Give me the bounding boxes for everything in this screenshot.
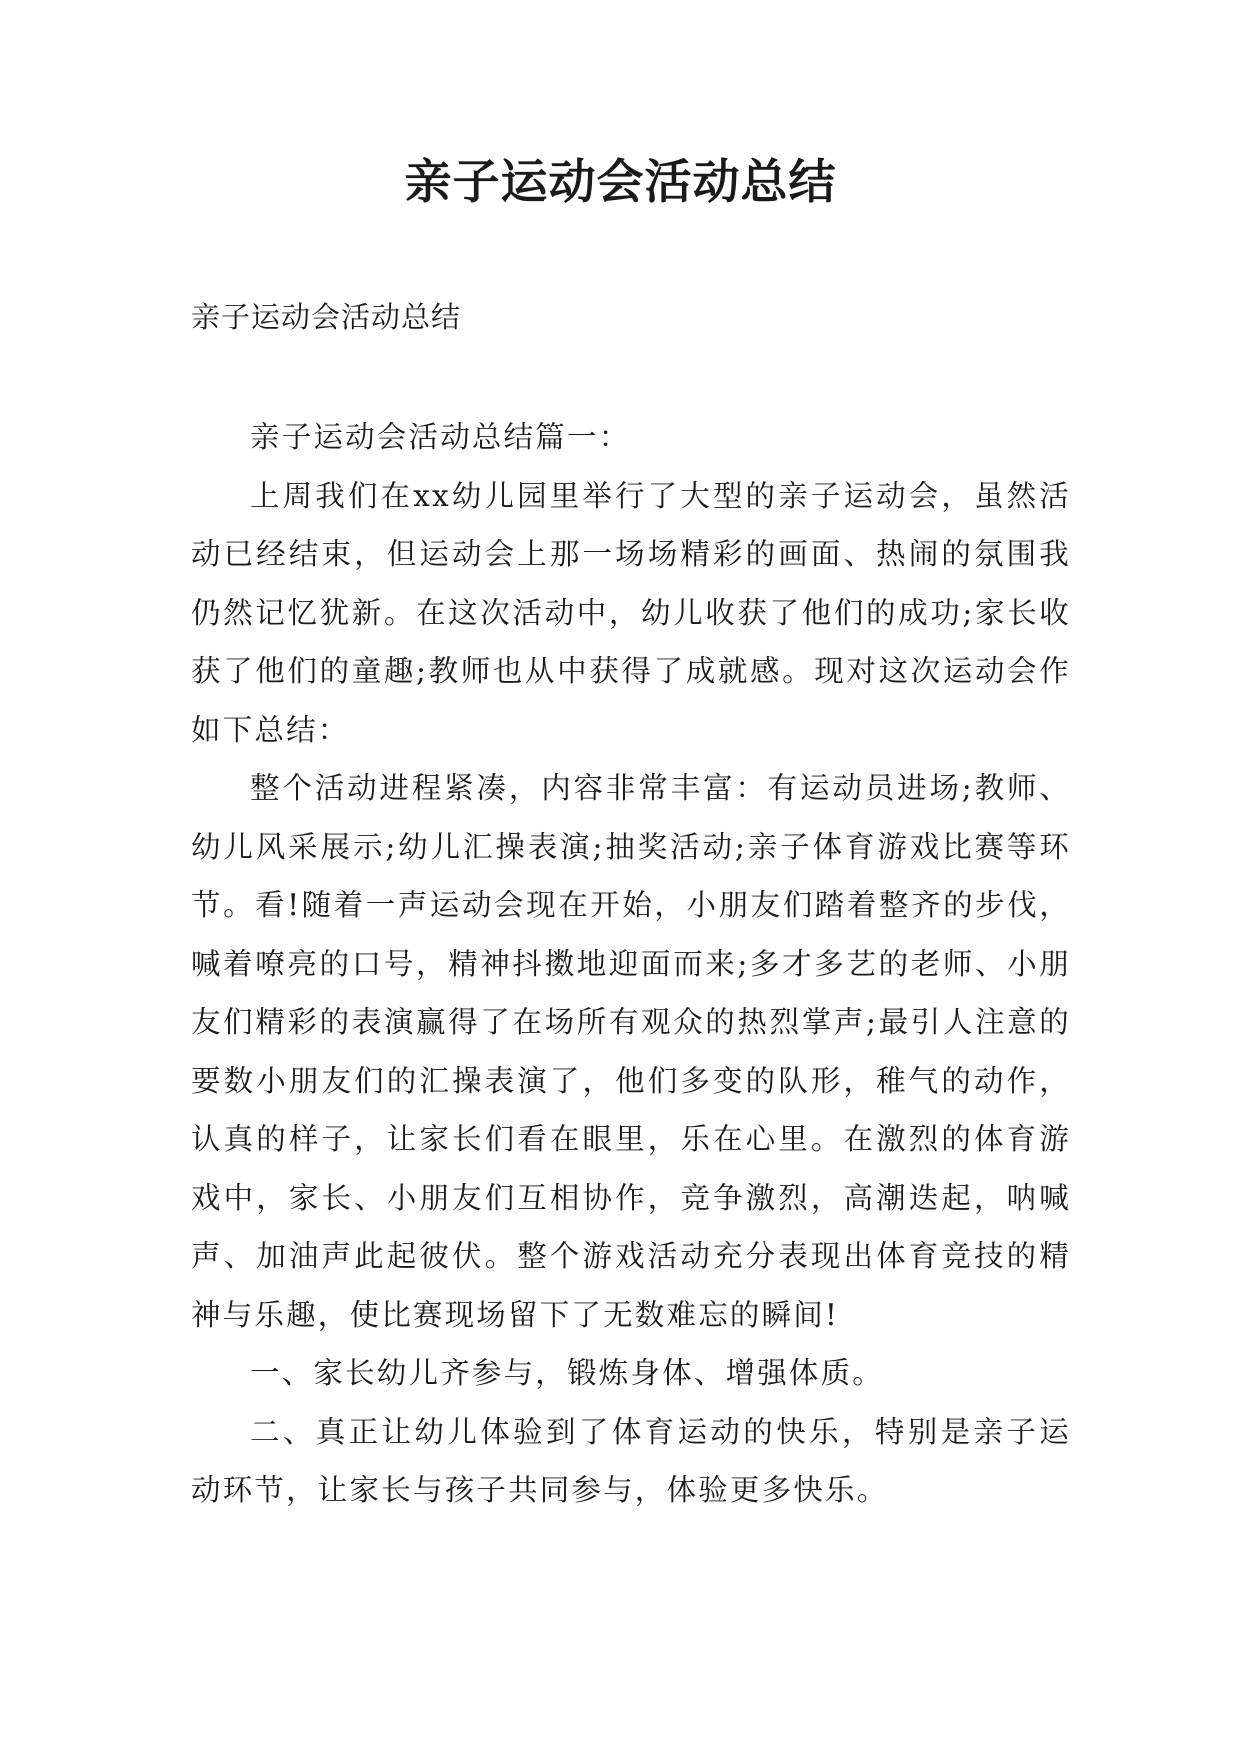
document-subtitle: 亲子运动会活动总结 [191,300,462,334]
document-title: 亲子运动会活动总结 [404,155,837,210]
section-heading: 亲子运动会活动总结篇一： [250,420,631,454]
paragraph: 二、真正让幼儿体验到了体育运动的快乐，特别是亲子运动环节，让家长与孩子共同参与，体验更多快乐。 [191,1414,1071,1507]
paragraph: 整个活动进程紧凑，内容非常丰富：有运动员进场;教师、幼儿风采展示;幼儿汇操表演;抽奖活动;亲子体育游戏比赛等环节。看!随着一声运动会现在开始，小朋友们踏着整齐的步伐，喊着嘹亮的口号，精神抖擞地迎面而来;多才多艺的老师、小朋友们精彩的表演赢得了在场所有观众的热烈掌声;最引人注意的要数小朋友们的汇操表演了，他们多变的队形，稚气的动作，认真的样子，让家长们看在眼里，乐在心里。在激烈的体育游戏中，家长、小朋友们互相协作，竞争激烈，高潮迭起，呐喊声、加油声此起彼伏。整个游戏活动充分表现出体育竞技的精神与乐趣，使比赛现场留下了无数难忘的瞬间! [191,771,1071,1332]
paragraph: 上周我们在xx幼儿园里举行了大型的亲子运动会，虽然活动已经结束，但运动会上那一场场精彩的画面、热闹的氛围我仍然记忆犹新。在这次活动中，幼儿收获了他们的成功;家长收获了他们的童趣;教师也从中获得了成就感。现对这次运动会作如下总结： [191,478,1071,747]
paragraph: 一、家长幼儿齐参与，锻炼身体、增强体质。 [250,1356,885,1390]
document-body [191,408,1071,1520]
